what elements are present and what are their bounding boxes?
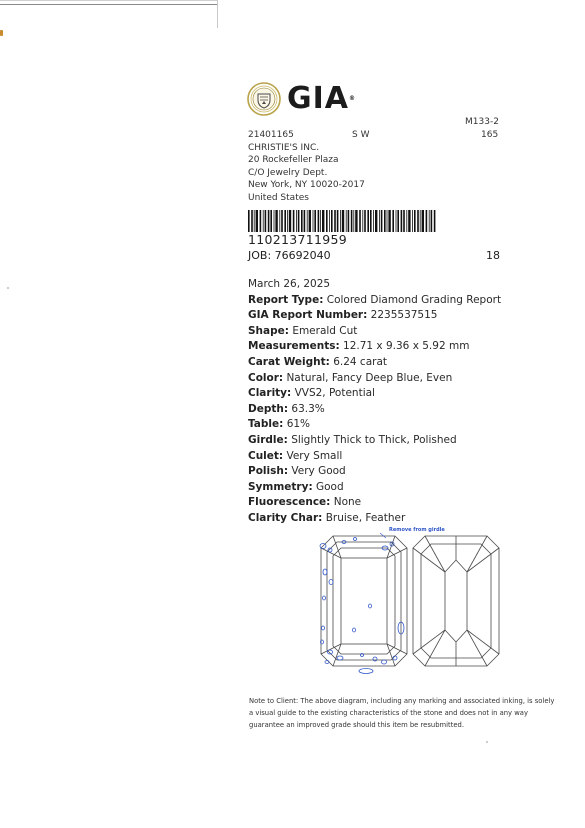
barcode-bar — [298, 210, 300, 232]
speck — [486, 741, 488, 743]
barcode-bar — [342, 210, 344, 232]
barcode-bar — [334, 210, 336, 232]
note-line: guarantee an improved grade should this item be resubmitted. — [249, 721, 465, 730]
barcode-bar — [289, 210, 291, 232]
barcode-bar — [408, 210, 410, 232]
barcode-bar — [279, 210, 280, 232]
barcode-bar — [275, 210, 277, 232]
report-field: Clarity: VVS2, Potential — [248, 387, 375, 400]
barcode-bar — [387, 210, 388, 232]
page-edge-line — [0, 0, 218, 1]
barcode-bar — [268, 210, 270, 232]
barcode-bar — [307, 210, 308, 232]
barcode-bar — [370, 210, 372, 232]
barcode-bar — [274, 210, 275, 232]
report-field: Symmetry: Good — [248, 480, 344, 493]
barcode-bar — [248, 210, 250, 232]
barcode-bar — [309, 210, 311, 232]
barcode-bar — [375, 210, 377, 232]
report-field: Fluorescence: None — [248, 496, 362, 509]
barcode-bar — [426, 210, 428, 232]
barcode-bar — [379, 210, 380, 232]
barcode-bar — [384, 210, 386, 232]
crown-view — [321, 536, 407, 666]
initials: S W — [352, 130, 370, 140]
barcode-bar — [260, 210, 262, 232]
barcode-bar — [329, 210, 330, 232]
barcode-bar — [381, 210, 383, 232]
barcode-bar — [281, 210, 283, 232]
speck — [7, 287, 9, 289]
clarity-plot-diagram — [310, 524, 510, 684]
barcode-bar — [431, 210, 433, 232]
barcode-bar — [340, 210, 341, 232]
barcode-number: 110213711959 — [248, 232, 348, 247]
barcode-bar — [263, 210, 264, 232]
barcode-bar — [314, 210, 316, 232]
barcode-bar — [287, 210, 288, 232]
barcode-bar — [296, 210, 297, 232]
job-line — [248, 249, 331, 262]
barcode-bar — [265, 210, 267, 232]
barcode-bar — [373, 210, 374, 232]
report-field: Shape: Emerald Cut — [248, 324, 358, 337]
barcode-bar — [304, 210, 306, 232]
barcode-bar — [367, 210, 369, 232]
barcode-bar — [270, 210, 272, 232]
barcode-bar — [301, 210, 303, 232]
pavilion-view — [413, 536, 499, 666]
barcode-bar — [397, 210, 399, 232]
barcode-bar — [293, 210, 295, 232]
report-field: Depth: 63.3% — [248, 402, 325, 415]
lab-code-number: 165 — [481, 130, 499, 140]
barcode-bar — [392, 210, 394, 232]
page-edge-line — [0, 4, 218, 5]
barcode-bar — [422, 210, 424, 232]
address-line: United States — [248, 192, 309, 203]
note-line: Note to Client: The above diagram, including any marking and associated inking, is solely — [249, 697, 555, 705]
page-edge-line — [217, 0, 218, 28]
report-field: Girdle: Slightly Thick to Thick, Polished — [248, 433, 457, 446]
stray-mark — [0, 30, 3, 36]
report-field: Color: Natural, Fancy Deep Blue, Even — [248, 371, 453, 384]
barcode-bar — [359, 210, 361, 232]
barcode-bar — [251, 210, 253, 232]
barcode-bar — [337, 210, 339, 232]
job-count: 18 — [486, 249, 500, 262]
barcode-bar — [429, 210, 430, 232]
barcode-bar — [362, 210, 363, 232]
barcode-bar — [396, 210, 397, 232]
barcode-bar — [346, 210, 347, 232]
barcode-bar — [331, 210, 333, 232]
job-label: JOB: — [248, 249, 272, 262]
annotation-leader — [380, 533, 386, 538]
barcode-bar — [326, 210, 328, 232]
barcode-bar — [406, 210, 407, 232]
barcode-bar — [364, 210, 366, 232]
mailing-address — [248, 142, 365, 204]
barcode-bar — [318, 210, 320, 232]
address-line: C/O Jewelry Dept. — [248, 167, 328, 178]
diagram-annotation: Remove from girdle — [389, 527, 445, 533]
barcode-bar — [414, 210, 416, 232]
report-field: Report Type: Colored Diamond Grading Report — [248, 293, 502, 306]
barcode-bar — [348, 210, 350, 232]
barcode-bar — [254, 210, 255, 232]
barcode-bar — [434, 210, 436, 232]
gia-logo: GIA® — [287, 81, 357, 116]
barcode-bar — [417, 210, 419, 232]
report-field: Culet: Very Small — [248, 449, 343, 462]
note-line: a visual guide to the existing characteristics of the stone and does not in any way — [249, 709, 528, 718]
address-line: 20 Rockefeller Plaza — [248, 155, 339, 166]
report-field: Measurements: 12.71 x 9.36 x 5.92 mm — [248, 340, 470, 353]
barcode-bar — [403, 210, 405, 232]
barcode-bar — [351, 210, 353, 232]
barcode-bar — [313, 210, 314, 232]
barcode-bar — [420, 210, 421, 232]
report-details — [248, 277, 501, 527]
address-line: New York, NY 10020-2017 — [248, 180, 365, 191]
barcode-bar — [353, 210, 354, 232]
report-field: Table: 61% — [248, 418, 311, 431]
job-number: 76692040 — [274, 249, 331, 262]
report-field: GIA Report Number: 2235537515 — [248, 309, 438, 322]
address-line: CHRISTIE'S INC. — [248, 143, 320, 153]
barcode-bar — [256, 210, 258, 232]
note-to-client — [249, 695, 554, 732]
account-number: 21401165 — [248, 130, 294, 140]
barcode-bar — [401, 210, 403, 232]
barcode-bar — [322, 210, 324, 232]
report-field: Clarity Char: Bruise, Feather — [248, 511, 406, 524]
report-field: Carat Weight: 6.24 carat — [248, 355, 388, 368]
barcode-bar — [412, 210, 413, 232]
gia-seal-icon — [247, 82, 281, 120]
lab-code: M133-2 — [465, 117, 499, 127]
report-field: Polish: Very Good — [248, 465, 346, 478]
barcode-bar — [388, 210, 390, 232]
report-date: March 26, 2025 — [248, 278, 331, 290]
barcode-bar — [355, 210, 357, 232]
barcode-bar — [284, 210, 286, 232]
barcode-bar — [320, 210, 321, 232]
